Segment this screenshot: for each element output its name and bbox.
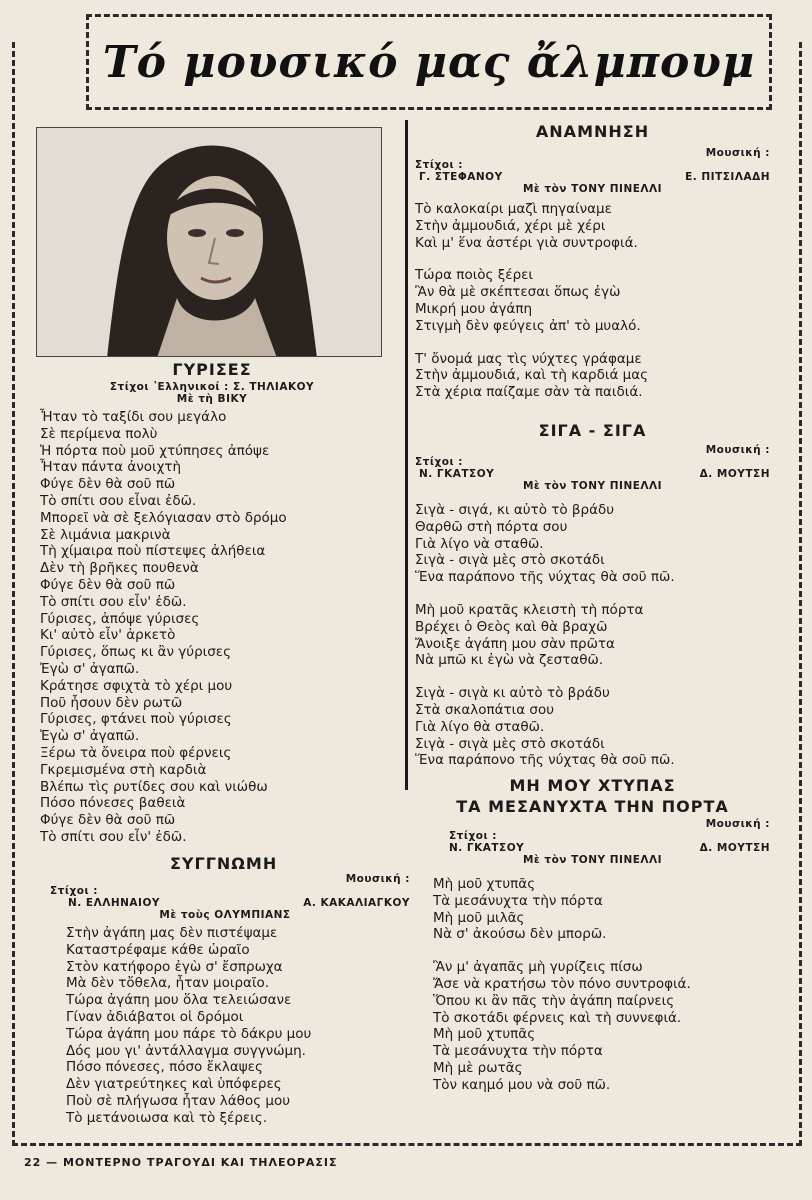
- lyric-line: Σιγὰ - σιγὰ κι αὐτὸ τὸ βράδυ: [415, 685, 610, 702]
- song-gyrises: [40, 360, 384, 846]
- lyric-line: Ἂν μ' ἀγαπᾶς μὴ γυρίζεις πίσω: [433, 959, 643, 976]
- song-title-line1: ΜΗ ΜΟΥ ΧΤΥΠΑΣ: [509, 776, 676, 795]
- stanza: [415, 602, 770, 669]
- performer-credit: Μὲ τὸν ΤΟΝΥ ΠΙΝΕΛΛΙ: [522, 854, 663, 866]
- lyrics-stanzas: [415, 201, 770, 401]
- music-label: Μουσική :: [345, 873, 410, 885]
- stanza: [415, 351, 770, 401]
- lyric-line: Δὲν γιατρεύτηκες καὶ ὑπόφερες: [66, 1076, 282, 1093]
- lyricist-credit: Στίχοι ʽΕλληνικοί : Σ. ΤΗΛΙΑΚΟΥ: [109, 381, 315, 393]
- lyric-line: Γιὰ λίγο θὰ σταθῶ.: [415, 718, 545, 735]
- lyric-line: Τὸ σπίτι σου εἶν' ἐδῶ.: [40, 593, 187, 610]
- lyric-line: Μὴ μοῦ κρατᾶς κλειστὴ τὴ πόρτα: [415, 601, 644, 618]
- lyricist-name: Ν. ΓΚΑΤΣΟΥ: [449, 842, 525, 854]
- lyric-line: Γύρισες, ὅπως κι ἂν γύρισες: [40, 644, 231, 661]
- lyric-line: Στὸν κατήφορο ἐγὼ σ' ἔσπρωχα: [66, 958, 283, 975]
- lyric-line: Ἦταν τὸ ταξίδι σου μεγάλο: [40, 409, 227, 425]
- lyric-line: Τὸν καημό μου νὰ σοῦ πῶ.: [433, 1076, 611, 1093]
- lyric-line: Ἕνα παράπονο τῆς νύχτας θὰ σοῦ πῶ.: [415, 752, 675, 769]
- music-label: Μουσική :: [705, 818, 770, 830]
- lyric-line: Στὴν ἀμμουδιά, καὶ τὴ καρδιά μας: [415, 367, 649, 384]
- lyric-line: Δός μου γι' ἀντάλλαγμα συγγνώμη.: [66, 1042, 306, 1059]
- lyric-line: Βρέχει ὁ Θεὸς καὶ θὰ βραχῶ: [415, 618, 608, 635]
- lyricist-name: Γ. ΣΤΕΦΑΝΟΥ: [419, 171, 503, 183]
- lyric-line: Σὲ περίμενα πολὺ: [40, 425, 158, 442]
- song-title: ΓΥΡΙΣΕΣ: [172, 360, 252, 379]
- lyric-line: Μικρή μου ἀγάπη: [415, 300, 533, 317]
- lyrics-label: Στίχοι :: [50, 885, 98, 897]
- lyrics-label: Στίχοι :: [415, 456, 463, 468]
- lyric-line: Μὴ μοῦ μιλᾶς: [433, 909, 525, 926]
- song-siga-siga: [415, 421, 770, 785]
- lyric-line: Σιγὰ - σιγά, κι αὐτὸ τὸ βράδυ: [415, 502, 615, 518]
- lyric-line: Τὸ σπίτι σου εἶν' ἐδῶ.: [40, 828, 187, 845]
- stanza: [433, 959, 770, 1093]
- lyric-line: Πόσο πόνεσες βαθειὰ: [40, 795, 186, 812]
- singer-portrait-image: [37, 128, 382, 357]
- lyric-line: Ξέρω τὰ ὄνειρα ποὺ φέρνεις: [40, 744, 232, 761]
- stanza: [415, 502, 770, 586]
- lyric-line: Ἦταν πάντα ἀνοιχτὴ: [40, 459, 182, 476]
- performer-credit: Μὲ τὸν ΤΟΝΥ ΠΙΝΕΛΛΙ: [522, 480, 663, 492]
- song-title: ΣΙΓΑ - ΣΙΓΑ: [538, 421, 647, 440]
- lyric-line: Τὰ μεσάνυχτα τὴν πόρτα: [433, 1043, 603, 1060]
- lyrics-stanzas: [415, 502, 770, 769]
- lyric-line: Γίναν ἀδιάβατοι οἱ δρόμοι: [66, 1008, 244, 1025]
- lyric-line: Καταστρέφαμε κάθε ὡραῖο: [66, 941, 250, 958]
- lyric-line: Βλέπω τὶς ρυτίδες σου καὶ νιώθω: [40, 778, 268, 795]
- lyrics-list: [40, 409, 384, 846]
- lyrics-label: Στίχοι :: [415, 159, 463, 171]
- music-label: Μουσική :: [705, 444, 770, 456]
- singer-photo: [36, 127, 382, 357]
- stanza: [415, 201, 770, 251]
- song-anamnisi: [415, 122, 770, 417]
- lyric-line: Μὴ μοῦ χτυπᾶς: [433, 1026, 536, 1043]
- lyric-line: Φύγε δὲν θὰ σοῦ πῶ: [40, 576, 176, 593]
- lyric-line: Γύρισες, ἀπόψε γύρισες: [40, 610, 200, 627]
- stanza: [415, 267, 770, 334]
- lyric-line: Τὸ μετάνοιωσα καὶ τὸ ξέρεις.: [66, 1109, 267, 1126]
- lyrics-stanzas: [415, 876, 770, 1094]
- lyric-line: Γκρεμισμένα στὴ καρδιὰ: [40, 761, 207, 778]
- lyric-line: Ἡ πόρτα ποὺ μοῦ χτύπησες ἀπόψε: [40, 442, 270, 459]
- performer-credit: Μὲ τὸν ΤΟΝΥ ΠΙΝΕΛΛΙ: [522, 183, 663, 195]
- lyrics-list: [40, 925, 410, 1127]
- song-title: ΑΝΑΜΝΗΣΗ: [535, 122, 650, 141]
- song-mi-mou-chtypas: [415, 776, 770, 1110]
- lyric-line: Νὰ μπῶ κι ἐγὼ νὰ ζεσταθῶ.: [415, 652, 604, 669]
- lyric-line: Σιγὰ - σιγὰ μὲς στὸ σκοτάδι: [415, 552, 605, 569]
- lyric-line: Ἂν θὰ μὲ σκέπτεσαι ὅπως ἐγὼ: [415, 284, 621, 301]
- lyric-line: Μὴ μὲ ρωτᾶς: [433, 1059, 523, 1076]
- lyric-line: Γιὰ λίγο νὰ σταθῶ.: [415, 535, 544, 552]
- album-title: Τό μουσικό μας ἄλμπουμ: [102, 36, 756, 88]
- lyric-line: Στιγμὴ δὲν φεύγεις ἀπ' τὸ μυαλό.: [415, 317, 641, 334]
- page-footer: 22 — ΜΟΝΤΕΡΝΟ ΤΡΑΓΟΥΔΙ ΚΑΙ ΤΗΛΕΟΡΑΣΙΣ: [24, 1156, 338, 1169]
- song-title: ΣΥΓΓΝΩΜΗ: [170, 854, 278, 873]
- lyric-line: Τώρα ἀγάπη μου πάρε τὸ δάκρυ μου: [66, 1025, 312, 1042]
- performer-credit: Μὲ τοὺς ΟΛΥΜΠΙΑΝΣ: [159, 909, 291, 921]
- lyric-line: Τὰ μεσάνυχτα τὴν πόρτα: [433, 892, 603, 909]
- lyric-line: Ποῦ ἦσουν δὲν ρωτῶ: [40, 694, 183, 711]
- lyric-line: Νὰ σ' ἀκούσω δὲν μπορῶ.: [433, 926, 607, 943]
- music-label: Μουσική :: [705, 147, 770, 159]
- lyricist-name: Ν. ΓΚΑΤΣΟΥ: [419, 468, 495, 480]
- lyric-line: Δὲν τὴ βρῆκες πουθενὰ: [40, 560, 199, 577]
- lyric-line: Ποὺ σὲ πλήγωσα ἦταν λάθος μου: [66, 1092, 291, 1109]
- stanza: [433, 876, 770, 943]
- lyric-line: Τώρα ἀγάπη μου ὅλα τελειώσανε: [66, 992, 292, 1009]
- song-title-line2: ΤΑ ΜΕΣΑΝΥΧΤΑ ΤΗΝ ΠΟΡΤΑ: [456, 797, 729, 816]
- lyric-line: Στὴν ἀγάπη μας δὲν πιστέψαμε: [66, 925, 278, 941]
- lyric-line: Μὴ μοῦ χτυπᾶς: [433, 876, 536, 892]
- column-divider: [405, 120, 408, 790]
- lyric-line: Τ' ὄνομά μας τὶς νύχτες γράφαμε: [415, 350, 642, 367]
- lyrics-label: Στίχοι :: [449, 830, 497, 842]
- composer-name: Δ. ΜΟΥΤΣΗ: [699, 842, 770, 854]
- lyric-line: Τὸ σκοτάδι φέρνεις καὶ τὴ συννεφιά.: [433, 1009, 682, 1026]
- lyric-line: Ἐγὼ σ' ἀγαπῶ.: [40, 728, 140, 745]
- song-syggnomi: [40, 854, 410, 1127]
- composer-name: Α. ΚΑΚΑΛΙΑΓΚΟΥ: [303, 897, 410, 909]
- lyric-line: Τὸ σπίτι σου εἶναι ἐδῶ.: [40, 492, 197, 509]
- lyric-line: Γύρισες, φτάνει ποὺ γύρισες: [40, 711, 232, 728]
- lyricist-name: Ν. ΕΛΛΗΝΑΙΟΥ: [68, 897, 160, 909]
- lyric-line: Ἄνοιξε ἀγάπη μου σὰν πρῶτα: [415, 635, 615, 652]
- composer-name: Ε. ΠΙΤΣΙΛΑΔΗ: [685, 171, 770, 183]
- composer-name: Δ. ΜΟΥΤΣΗ: [699, 468, 770, 480]
- lyric-line: Ὅπου κι ἂν πᾶς τὴν ἀγάπη παίρνεις: [433, 992, 675, 1009]
- lyric-line: Στὰ σκαλοπάτια σου: [415, 701, 555, 718]
- lyric-line: Φύγε δὲν θὰ σοῦ πῶ: [40, 476, 176, 493]
- lyric-line: Στὴν ἀμμουδιά, χέρι μὲ χέρι: [415, 217, 606, 234]
- lyric-line: Κράτησε σφιχτὰ τὸ χέρι μου: [40, 677, 233, 694]
- lyric-line: Καὶ μ' ἕνα ἀστέρι γιὰ συντροφιά.: [415, 234, 638, 251]
- lyric-line: Φύγε δὲν θὰ σοῦ πῶ: [40, 812, 176, 829]
- lyric-line: Θαρθῶ στὴ πόρτα σου: [415, 518, 568, 535]
- performer-credit: Μὲ τὴ ΒΙΚΥ: [176, 393, 248, 405]
- lyric-line: Μπορεῖ νὰ σὲ ξελόγιασαν στὸ δρόμο: [40, 509, 287, 526]
- stanza: [415, 685, 770, 769]
- lyric-line: Ἕνα παράπονο τῆς νύχτας θὰ σοῦ πῶ.: [415, 569, 675, 586]
- lyric-line: Στὰ χέρια παίζαμε σὰν τὰ παιδιά.: [415, 384, 643, 401]
- lyric-line: Πόσο πόνεσες, πόσο ἔκλαψες: [66, 1059, 263, 1076]
- lyric-line: Τὸ καλοκαίρι μαζὶ πηγαίναμε: [415, 201, 612, 217]
- lyric-line: Σιγὰ - σιγὰ μὲς στὸ σκοτάδι: [415, 735, 605, 752]
- lyric-line: Κι' αὐτὸ εἶν' ἀρκετὸ: [40, 627, 176, 644]
- lyric-line: Ἐγὼ σ' ἀγαπῶ.: [40, 660, 140, 677]
- lyric-line: Ἄσε νὰ κρατήσω τὸν πόνο συντροφιά.: [433, 975, 691, 992]
- lyric-line: Τώρα ποιὸς ξέρει: [415, 267, 533, 284]
- lyric-line: Τὴ χίμαιρα ποὺ πίστεψες ἀλήθεια: [40, 543, 266, 560]
- lyric-line: Σὲ λιμάνια μακρινὰ: [40, 526, 171, 543]
- lyric-line: Μὰ δὲν τὄθελα, ἦταν μοιραῖο.: [66, 975, 270, 992]
